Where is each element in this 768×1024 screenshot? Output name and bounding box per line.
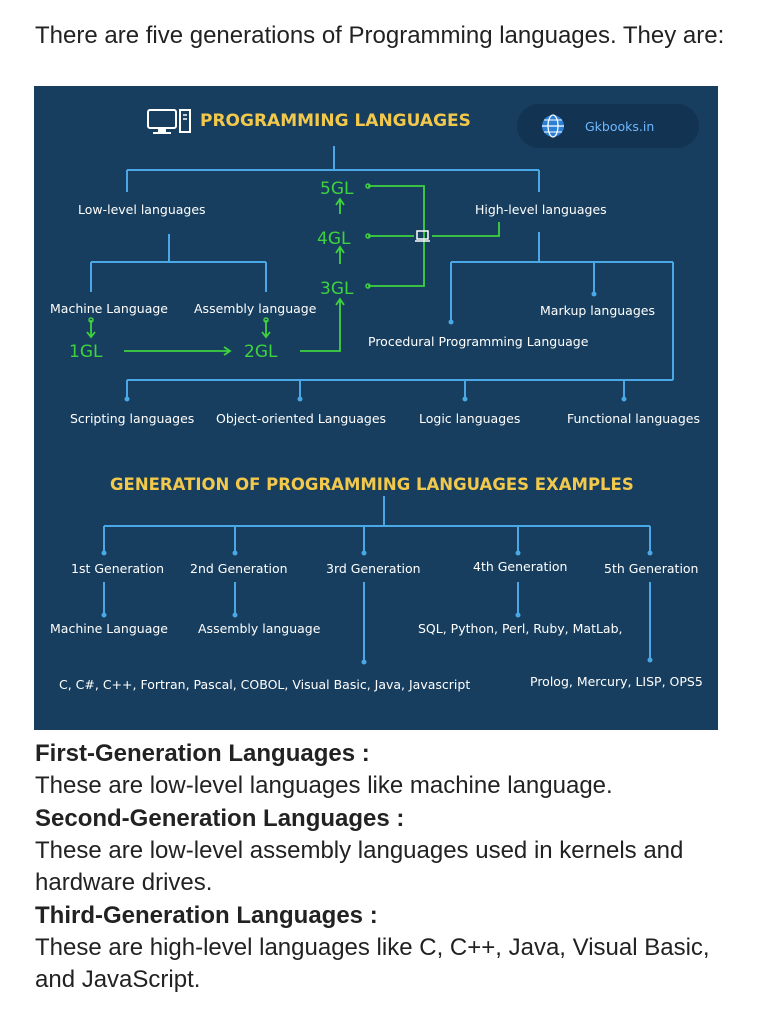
low-level-label: Low-level languages <box>78 202 206 217</box>
example-gen5: Prolog, Mercury, LISP, OPS5 <box>530 674 703 689</box>
gl4-label: 4GL <box>317 229 351 249</box>
section-text: These are low-level assembly languages used in kernels and hardware drives. <box>35 837 684 896</box>
assembly-language-label: Assembly language <box>194 301 317 316</box>
example-gen1: Machine Language <box>50 621 168 636</box>
gl2-label: 2GL <box>244 342 278 362</box>
high-level-label: High-level languages <box>475 202 607 217</box>
brand-pill <box>517 104 699 148</box>
example-gen2: Assembly language <box>198 621 321 636</box>
markup-languages-label: Markup languages <box>540 303 655 318</box>
section-heading: Third-Generation Languages : <box>35 902 378 929</box>
gen3-label: 3rd Generation <box>326 561 421 576</box>
gl3-label: 3GL <box>320 279 354 299</box>
section-text: These are high-level languages like C, C++, Java, Visual Basic, and JavaScript. <box>35 934 710 993</box>
globe-icon <box>542 115 564 137</box>
diagram-title: PROGRAMMING LANGUAGES <box>200 111 471 131</box>
section-second-generation <box>35 803 735 899</box>
section-heading: First-Generation Languages : <box>35 740 370 767</box>
machine-language-label: Machine Language <box>50 301 168 316</box>
functional-languages-label: Functional languages <box>567 411 700 426</box>
gen5-label: 5th Generation <box>604 561 699 576</box>
intro-text: There are five generations of Programming languages. They are: <box>35 22 725 49</box>
laptop-icon <box>415 231 430 241</box>
scripting-languages-label: Scripting languages <box>70 411 195 426</box>
section-third-generation <box>35 900 735 996</box>
example-gen4: SQL, Python, Perl, Ruby, MatLab, <box>418 621 623 636</box>
brand-label: Gkbooks.in <box>585 119 655 134</box>
programming-languages-infographic <box>34 86 718 730</box>
gl1-label: 1GL <box>69 342 103 362</box>
oop-languages-label: Object-oriented Languages <box>216 411 387 426</box>
logic-languages-label: Logic languages <box>419 411 521 426</box>
procedural-language-label: Procedural Programming Language <box>368 334 589 349</box>
gen4-label: 4th Generation <box>473 559 568 574</box>
example-gen3: C, C#, C++, Fortran, Pascal, COBOL, Visual Basic, Java, Javascript <box>59 677 471 692</box>
examples-title: GENERATION OF PROGRAMMING LANGUAGES EXAMPLES <box>110 475 634 494</box>
monitor-icon <box>148 110 190 134</box>
gen1-label: 1st Generation <box>71 561 165 576</box>
gl5-label: 5GL <box>320 179 354 199</box>
section-text: These are low-level languages like machine language. <box>35 772 613 799</box>
section-first-generation <box>35 738 735 802</box>
section-heading: Second-Generation Languages : <box>35 805 405 832</box>
gen2-label: 2nd Generation <box>190 561 288 576</box>
